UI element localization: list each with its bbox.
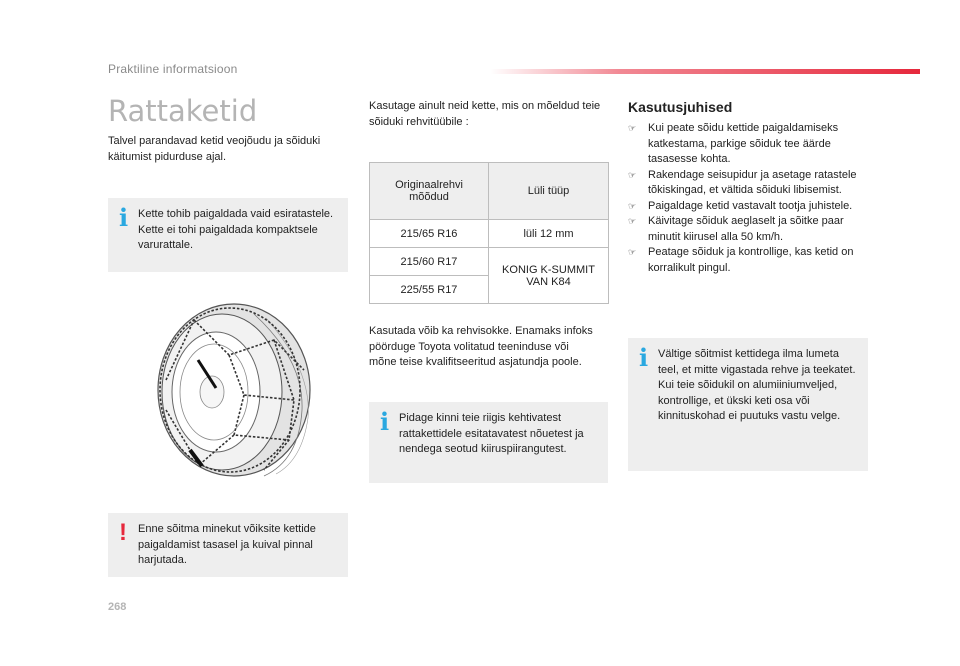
list-item: ☞ Paigaldage ketid vastavalt tootja juhistele. [628,199,878,215]
tire-size-table-wrap [369,162,609,304]
note-avoid [628,338,868,471]
usage-heading: Kasutusjuhised [628,99,733,115]
note-fit-front-text: Kette tohib paigaldada vaid esiratastele. Kette ei tohi paigaldada kompaktsele varurattale. [138,208,334,251]
table-header-size: Originaalrehvi mõõdud [370,163,489,220]
list-item: ☞ Käivitage sõiduk aeglaselt ja sõitke paar minutit kiirusel alla 50 km/h. [628,215,844,243]
note-practice-text: Enne sõitma minekut võiksite kettide paigaldamist tasasel ja kuival pinnal harjutada. [138,523,316,566]
table-cell-type: lüli 12 mm [489,220,609,248]
usage-list [628,121,878,276]
info-icon: i [380,407,390,436]
note-fit-front [108,198,348,272]
table-cell-type: KONIG K-SUMMIT VAN K84 [489,248,609,304]
table-cell-size: 215/65 R16 [370,220,489,248]
pointing-hand-icon: ☞ [628,123,637,133]
table-row [370,248,609,276]
page-title: Rattaketid [108,94,258,128]
table-cell-size: 215/60 R17 [370,248,489,276]
table-row [370,220,609,248]
section-title: Praktiline informatsioon [108,62,238,76]
chains-use-text: Kasutage ainult neid kette, mis on mõeldud teie sõiduki rehvitüübile : [369,100,601,128]
list-item: ☞ Peatage sõiduk ja kontrollige, kas ketid on korralikult pingul. [628,246,854,274]
pointing-hand-icon: ☞ [628,247,637,257]
table-header-type: Lüli tüüp [489,163,609,220]
table-cell-size: 225/55 R17 [370,276,489,304]
chain-illustration [154,300,314,480]
note-avoid-text: Vältige sõitmist kettidega ilma lumeta teel, et mitte vigastada rehve ja teekatet. Kui teie sõidukil on alumiiniumveljed, kontrollige, et ükski keti osa või kinnituskohad ei puutuks vastu velge. [658,348,856,422]
sockets-text: Kasutada võib ka rehvisokke. Enamaks infoks pöörduge Toyota volitatud teeninduse või mõne teise kvalifitseeritud asjatundja poole. [369,325,593,368]
pointing-hand-icon: ☞ [628,200,637,211]
list-item: ☞ Rakendage seisupidur ja asetage ratastele tõkiskingad, et vältida sõiduki libisemist. [628,168,857,196]
pointing-hand-icon: ☞ [628,216,637,226]
tire-size-table [369,162,609,304]
header-accent-bar [490,69,920,74]
info-icon: i [639,343,649,372]
note-regulations-text: Pidage kinni teie riigis kehtivatest rattakettidele esitatavatest nõuetest ja nendega seotud kiiruspiirangutest. [399,412,584,455]
info-icon: i [119,203,129,232]
list-item: ☞ Kui peate sõidu kettide paigaldamiseks katkestama, parkige sõiduk tee äärde tasasesse kohta. [628,122,839,165]
pointing-hand-icon: ☞ [628,169,637,180]
note-regulations [369,402,608,483]
note-practice [108,513,348,577]
warning-icon: ! [119,519,127,546]
tire-chain-image [154,300,314,480]
page-number: 268 [108,601,127,613]
intro-text: Talvel parandavad ketid veojõudu ja sõiduki käitumist pidurduse ajal. [108,135,321,163]
